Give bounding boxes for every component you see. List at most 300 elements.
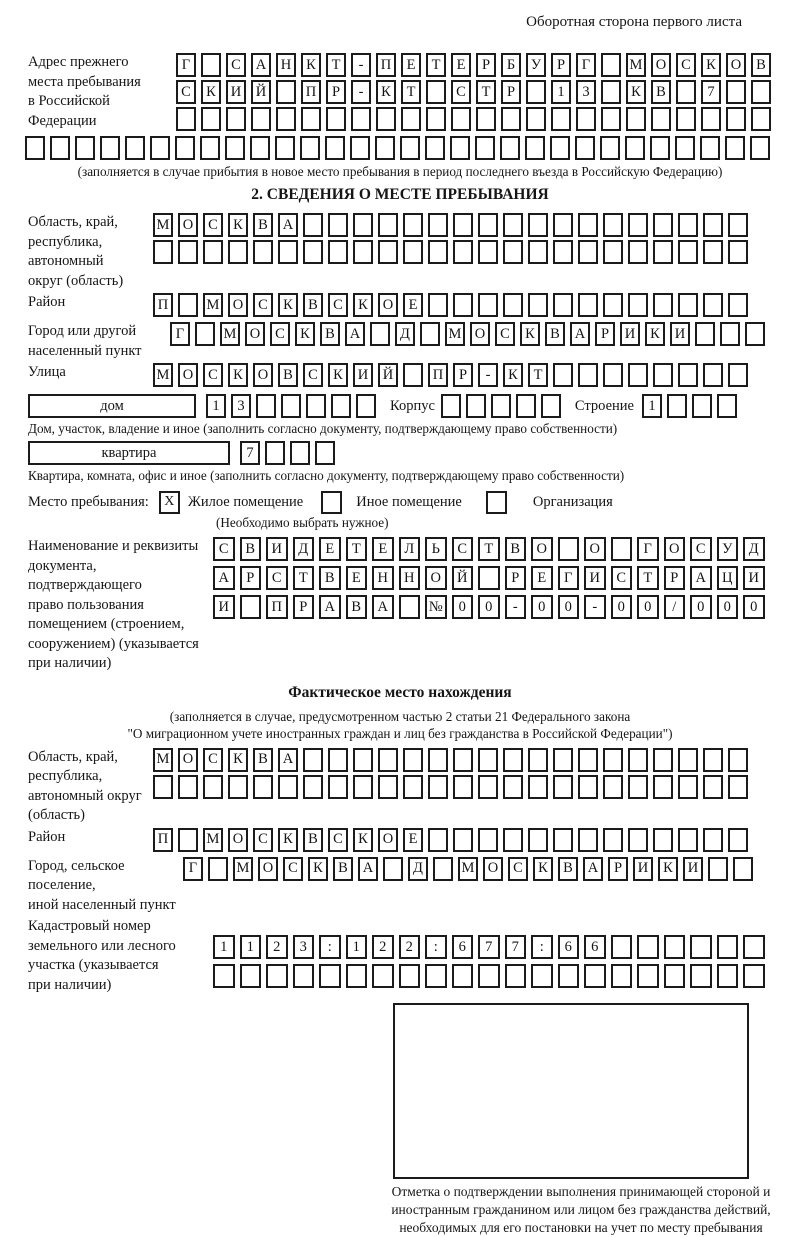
char-cell: И	[683, 857, 703, 881]
char-cell: М	[233, 857, 253, 881]
char-cell	[726, 80, 746, 104]
char-cell	[353, 748, 373, 772]
label-line: Адрес прежнего	[28, 54, 129, 70]
char-cell	[153, 240, 173, 264]
char-cell	[425, 136, 445, 160]
stay-type-label: Место пребывания:	[28, 494, 149, 510]
char-cell	[375, 136, 395, 160]
char-cell: 6	[558, 935, 580, 959]
char-cell	[717, 964, 739, 988]
char-cell	[178, 828, 198, 852]
char-cell	[664, 935, 686, 959]
char-cell	[526, 107, 546, 131]
char-cell	[201, 107, 221, 131]
char-cell	[553, 828, 573, 852]
char-cell: П	[301, 80, 321, 104]
char-cell	[175, 136, 195, 160]
char-cell: Т	[401, 80, 421, 104]
char-cell: 1	[551, 80, 571, 104]
char-cell	[653, 748, 673, 772]
char-cell	[200, 136, 220, 160]
char-cell: И	[743, 566, 765, 590]
label-line: Область, край,	[28, 214, 118, 230]
char-cell	[256, 394, 276, 418]
char-cell: Е	[372, 537, 394, 561]
char-cell: И	[584, 566, 606, 590]
label-line: иной населенный пункт	[28, 896, 176, 913]
char-cell	[628, 240, 648, 264]
char-cell	[276, 80, 296, 104]
apartment-box-label: квартира	[28, 441, 230, 465]
char-cell: П	[153, 293, 173, 317]
char-cell: Г	[558, 566, 580, 590]
char-cell	[578, 363, 598, 387]
char-cell: К	[533, 857, 553, 881]
char-cell	[428, 775, 448, 799]
char-cell: 2	[372, 935, 394, 959]
char-cell: И	[213, 595, 235, 619]
char-cell	[441, 394, 461, 418]
char-cell: №	[425, 595, 447, 619]
char-cell: О	[584, 537, 606, 561]
char-cell	[578, 775, 598, 799]
char-cell	[678, 748, 698, 772]
char-cell	[611, 537, 633, 561]
char-cell: В	[240, 537, 262, 561]
checkbox-other-premises	[321, 491, 342, 514]
char-cell: Н	[399, 566, 421, 590]
char-cell: 0	[558, 595, 580, 619]
char-cell	[240, 964, 262, 988]
char-cell: С	[451, 80, 471, 104]
city-row	[170, 322, 772, 346]
char-cell: Г	[576, 53, 596, 77]
street-label: Улица	[28, 364, 66, 380]
char-cell	[278, 775, 298, 799]
char-cell: К	[278, 293, 298, 317]
char-cell	[326, 107, 346, 131]
char-cell	[266, 964, 288, 988]
factual-title: Фактическое место нахождения	[288, 683, 512, 701]
char-cell	[628, 213, 648, 237]
char-cell	[601, 53, 621, 77]
char-cell	[678, 775, 698, 799]
char-cell: -	[584, 595, 606, 619]
char-cell	[628, 748, 648, 772]
char-cell	[400, 136, 420, 160]
char-cell: И	[266, 537, 288, 561]
char-cell: С	[203, 213, 223, 237]
char-cell	[153, 775, 173, 799]
char-cell	[378, 775, 398, 799]
char-cell: О	[470, 322, 490, 346]
char-cell	[301, 107, 321, 131]
char-cell: С	[303, 363, 323, 387]
apartment-row	[28, 441, 772, 465]
prev-address-row-4	[25, 136, 772, 160]
char-cell: /	[664, 595, 686, 619]
char-cell	[708, 857, 728, 881]
char-cell: С	[676, 53, 696, 77]
char-cell: С	[270, 322, 290, 346]
char-cell: О	[664, 537, 686, 561]
char-cell: П	[428, 363, 448, 387]
char-cell: В	[303, 293, 323, 317]
char-cell	[578, 240, 598, 264]
char-cell	[726, 107, 746, 131]
char-cell	[372, 964, 394, 988]
char-cell: :	[425, 935, 447, 959]
char-cell: С	[283, 857, 303, 881]
char-cell: Р	[326, 80, 346, 104]
char-cell: К	[308, 857, 328, 881]
prev-address-row-3	[176, 107, 772, 131]
char-cell: Т	[346, 537, 368, 561]
char-cell	[528, 213, 548, 237]
char-cell	[303, 775, 323, 799]
label-line: Город, сельское поселение,	[28, 857, 125, 893]
char-cell: С	[176, 80, 196, 104]
char-cell: К	[701, 53, 721, 77]
char-cell	[300, 136, 320, 160]
char-cell	[213, 964, 235, 988]
char-cell	[253, 775, 273, 799]
apartment-cells	[240, 441, 335, 465]
char-cell: 1	[213, 935, 235, 959]
char-cell: 1	[206, 394, 226, 418]
stamp-box	[393, 1003, 749, 1179]
apartment-note: Квартира, комната, офис и иное (заполнить согласно документу, подтверждающему право собственности)	[28, 468, 625, 483]
char-cell	[403, 363, 423, 387]
factual-city-block	[28, 857, 772, 916]
label-line: сооружением) (указывается	[28, 635, 199, 652]
char-cell: К	[353, 828, 373, 852]
char-cell	[653, 293, 673, 317]
char-cell	[491, 394, 511, 418]
cadastre-block	[28, 917, 772, 995]
char-cell: В	[651, 80, 671, 104]
char-cell: О	[253, 363, 273, 387]
char-cell	[653, 363, 673, 387]
char-cell	[403, 213, 423, 237]
char-cell	[578, 213, 598, 237]
char-cell	[751, 107, 771, 131]
char-cell: 2	[266, 935, 288, 959]
char-cell	[433, 857, 453, 881]
char-cell: К	[301, 53, 321, 77]
char-cell: В	[320, 322, 340, 346]
char-cell: М	[153, 213, 173, 237]
char-cell	[690, 964, 712, 988]
char-cell	[426, 80, 446, 104]
char-cell	[276, 107, 296, 131]
char-cell: О	[425, 566, 447, 590]
char-cell	[453, 240, 473, 264]
char-cell	[678, 828, 698, 852]
char-cell	[383, 857, 403, 881]
city-label	[28, 322, 170, 361]
char-cell	[528, 293, 548, 317]
char-cell: 7	[240, 441, 260, 465]
char-cell	[500, 136, 520, 160]
char-cell	[603, 775, 623, 799]
char-cell	[328, 748, 348, 772]
char-cell	[720, 322, 740, 346]
stay-type-row	[28, 490, 772, 514]
factual-district-label: Район	[28, 828, 66, 845]
house-row	[28, 394, 772, 418]
char-cell	[703, 293, 723, 317]
char-cell	[331, 394, 351, 418]
factual-region-row-1	[153, 748, 772, 772]
char-cell	[667, 394, 687, 418]
char-cell: Д	[743, 537, 765, 561]
char-cell	[743, 964, 765, 988]
char-cell: О	[483, 857, 503, 881]
option-label-organization: Организация	[532, 494, 613, 510]
char-cell	[476, 107, 496, 131]
char-cell	[505, 964, 527, 988]
char-cell	[178, 293, 198, 317]
region-block	[28, 213, 772, 291]
factual-district-block	[28, 828, 772, 855]
char-cell	[525, 136, 545, 160]
char-cell: 1	[346, 935, 368, 959]
char-cell: -	[505, 595, 527, 619]
label-line: помещением (строением,	[28, 616, 185, 632]
char-cell	[425, 964, 447, 988]
option-label-residential: Жилое помещение	[187, 494, 304, 510]
char-cell	[478, 775, 498, 799]
char-cell: С	[253, 828, 273, 852]
char-cell	[728, 828, 748, 852]
label-line: места пребывания	[28, 73, 141, 90]
char-cell	[478, 828, 498, 852]
char-cell: С	[203, 363, 223, 387]
char-cell: 0	[611, 595, 633, 619]
char-cell: Р	[608, 857, 628, 881]
label-line: республика,	[28, 233, 103, 250]
region-row-2	[153, 240, 772, 264]
char-cell: С	[508, 857, 528, 881]
char-cell: 0	[717, 595, 739, 619]
char-cell	[453, 293, 473, 317]
char-cell	[315, 441, 335, 465]
char-cell: О	[726, 53, 746, 77]
char-cell	[576, 107, 596, 131]
char-cell: Т	[478, 537, 500, 561]
char-cell	[176, 107, 196, 131]
label-line: Кадастровый номер	[28, 918, 151, 934]
char-cell	[50, 136, 70, 160]
char-cell: В	[319, 566, 341, 590]
char-cell: 0	[452, 595, 474, 619]
char-cell: И	[670, 322, 690, 346]
char-cell: -	[351, 80, 371, 104]
char-cell	[265, 441, 285, 465]
char-cell: С	[213, 537, 235, 561]
stroenie-cells	[642, 394, 737, 418]
street-row	[153, 363, 772, 387]
char-cell: А	[570, 322, 590, 346]
char-cell: С	[328, 828, 348, 852]
option-label-other-premises: Иное помещение	[356, 494, 462, 510]
char-cell	[703, 363, 723, 387]
factual-city-row	[183, 857, 772, 881]
char-cell: М	[203, 828, 223, 852]
char-cell: С	[452, 537, 474, 561]
char-cell	[528, 775, 548, 799]
char-cell	[700, 136, 720, 160]
cadastre-row-1	[213, 935, 772, 959]
char-cell	[450, 136, 470, 160]
char-cell	[420, 322, 440, 346]
char-cell	[328, 775, 348, 799]
city-block	[28, 322, 772, 361]
char-cell: А	[345, 322, 365, 346]
char-cell	[553, 748, 573, 772]
char-cell: А	[278, 748, 298, 772]
char-cell: С	[495, 322, 515, 346]
char-cell	[478, 566, 500, 590]
char-cell: М	[220, 322, 240, 346]
char-cell	[100, 136, 120, 160]
char-cell	[664, 964, 686, 988]
char-cell	[717, 935, 739, 959]
char-cell: В	[278, 363, 298, 387]
char-cell	[675, 136, 695, 160]
char-cell: 3	[293, 935, 315, 959]
char-cell	[453, 748, 473, 772]
char-cell	[426, 107, 446, 131]
char-cell	[678, 363, 698, 387]
char-cell	[528, 828, 548, 852]
char-cell	[578, 828, 598, 852]
char-cell: А	[319, 595, 341, 619]
prev-address-block	[28, 53, 772, 134]
char-cell	[611, 964, 633, 988]
char-cell	[653, 240, 673, 264]
label-line: документа, подтверждающего	[28, 557, 142, 593]
char-cell	[451, 107, 471, 131]
char-cell	[725, 136, 745, 160]
char-cell: О	[178, 363, 198, 387]
char-cell: К	[228, 363, 248, 387]
char-cell	[743, 935, 765, 959]
cadastre-row-2	[213, 964, 772, 988]
char-cell: В	[545, 322, 565, 346]
char-cell: В	[558, 857, 578, 881]
char-cell: 1	[642, 394, 662, 418]
char-cell: О	[245, 322, 265, 346]
char-cell	[290, 441, 310, 465]
char-cell	[728, 748, 748, 772]
char-cell	[750, 136, 770, 160]
char-cell	[578, 748, 598, 772]
char-cell	[478, 240, 498, 264]
char-cell	[378, 748, 398, 772]
checkbox-organization	[486, 491, 507, 514]
char-cell	[403, 775, 423, 799]
char-cell	[703, 828, 723, 852]
char-cell	[678, 213, 698, 237]
char-cell: Р	[476, 53, 496, 77]
char-cell	[478, 293, 498, 317]
char-cell	[278, 240, 298, 264]
char-cell	[703, 748, 723, 772]
char-cell: Р	[505, 566, 527, 590]
char-cell	[452, 964, 474, 988]
char-cell: Т	[528, 363, 548, 387]
char-cell: Р	[453, 363, 473, 387]
char-cell	[625, 136, 645, 160]
char-cell: 0	[531, 595, 553, 619]
char-cell: В	[253, 213, 273, 237]
char-cell	[637, 964, 659, 988]
char-cell: М	[153, 748, 173, 772]
char-cell: :	[319, 935, 341, 959]
char-cell: К	[353, 293, 373, 317]
char-cell: Н	[372, 566, 394, 590]
char-cell: Ц	[717, 566, 739, 590]
char-cell	[558, 537, 580, 561]
char-cell	[678, 293, 698, 317]
char-cell	[551, 107, 571, 131]
char-cell: 0	[637, 595, 659, 619]
char-cell	[653, 828, 673, 852]
char-cell	[603, 363, 623, 387]
char-cell	[303, 213, 323, 237]
label-line: в Российской	[28, 93, 110, 109]
char-cell: Р	[664, 566, 686, 590]
char-cell	[428, 240, 448, 264]
char-cell: К	[228, 748, 248, 772]
label-line: республика,	[28, 768, 103, 784]
char-cell: Р	[293, 595, 315, 619]
char-cell	[692, 394, 712, 418]
char-cell: Д	[395, 322, 415, 346]
char-cell: Е	[401, 53, 421, 77]
char-cell: О	[378, 828, 398, 852]
char-cell	[745, 322, 765, 346]
char-cell	[553, 293, 573, 317]
char-cell	[528, 240, 548, 264]
char-cell: М	[445, 322, 465, 346]
char-cell: Т	[476, 80, 496, 104]
char-cell	[428, 293, 448, 317]
char-cell	[303, 748, 323, 772]
char-cell: К	[645, 322, 665, 346]
region-label	[28, 213, 153, 291]
document-block	[28, 537, 772, 674]
district-block	[28, 293, 772, 320]
char-cell: -	[351, 53, 371, 77]
char-cell: 1	[240, 935, 262, 959]
char-cell: К	[503, 363, 523, 387]
char-cell	[575, 136, 595, 160]
char-cell	[328, 240, 348, 264]
char-cell	[637, 935, 659, 959]
char-cell: К	[376, 80, 396, 104]
char-cell	[478, 748, 498, 772]
char-cell	[328, 213, 348, 237]
char-cell	[628, 775, 648, 799]
char-cell: Е	[403, 828, 423, 852]
char-cell: Е	[451, 53, 471, 77]
label-line: участка (указывается	[28, 957, 159, 973]
char-cell	[399, 964, 421, 988]
document-row-1	[213, 537, 772, 561]
